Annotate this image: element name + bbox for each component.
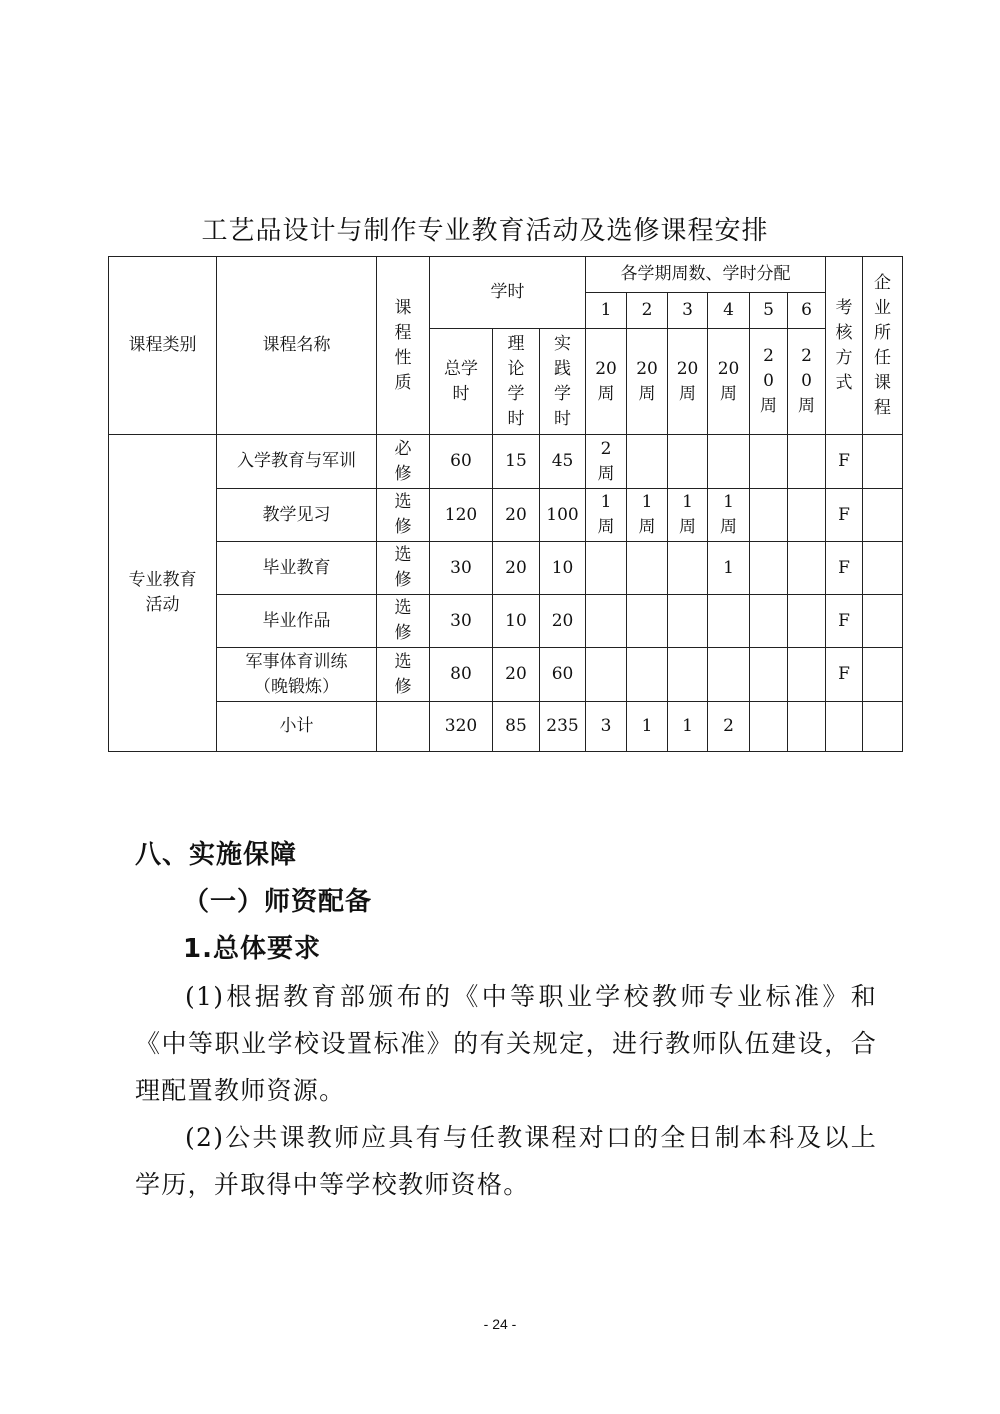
subtotal-s3: 1 <box>668 702 708 752</box>
row-enterprise <box>863 489 903 542</box>
row-s4: 1周 <box>708 489 750 542</box>
row-total: 60 <box>430 435 493 489</box>
header-sem6: 6 <box>788 293 826 329</box>
row-s2 <box>627 595 668 648</box>
paragraph-2: (2)公共课教师应具有与任教课程对口的全日制本科及以上学历，并取得中等学校教师资格。 <box>135 1123 877 1199</box>
paragraph-1: (1)根据教育部颁布的《中等职业学校教师专业标准》和《中等职业学校设置标准》的有关规定，进行教师队伍建设，合理配置教师资源。 <box>135 982 877 1105</box>
header-name: 课程名称 <box>217 257 377 435</box>
row-total: 120 <box>430 489 493 542</box>
subtotal-row <box>109 702 903 752</box>
header-weeks5: 20周 <box>750 329 788 435</box>
category-cell: 专业教育活动 <box>109 435 217 752</box>
row-theory: 20 <box>493 489 540 542</box>
row-name: 教学见习 <box>217 489 377 542</box>
row-exam: F <box>826 435 863 489</box>
header-enterprise: 企业所任课程 <box>863 257 903 435</box>
header-semesters: 各学期周数、学时分配 <box>586 257 826 293</box>
row-practice: 20 <box>540 595 586 648</box>
row-s4 <box>708 595 750 648</box>
page-number: - 24 - <box>483 1316 517 1332</box>
subtotal-s6 <box>788 702 826 752</box>
header-exam: 考核方式 <box>826 257 863 435</box>
header-sem3: 3 <box>668 293 708 329</box>
row-theory: 20 <box>493 542 540 595</box>
subtotal-enterprise <box>863 702 903 752</box>
header-weeks2: 20周 <box>627 329 668 435</box>
row-name: 入学教育与军训 <box>217 435 377 489</box>
section-heading: 八、实施保障 <box>135 840 298 870</box>
header-hours: 学时 <box>430 257 586 329</box>
subtotal-total: 320 <box>430 702 493 752</box>
subtotal-s1: 3 <box>586 702 627 752</box>
header-weeks3: 20周 <box>668 329 708 435</box>
header-total-hours: 总学时 <box>430 329 493 435</box>
row-s5 <box>750 542 788 595</box>
row-theory: 10 <box>493 595 540 648</box>
row-nature: 选修 <box>377 595 430 648</box>
row-s6 <box>788 489 826 542</box>
course-schedule-table <box>108 256 903 752</box>
header-category: 课程类别 <box>109 257 217 435</box>
header-sem2: 2 <box>627 293 668 329</box>
row-s6 <box>788 595 826 648</box>
row-s1 <box>586 648 627 702</box>
header-sem1: 1 <box>586 293 627 329</box>
row-total: 30 <box>430 595 493 648</box>
row-name: 军事体育训练（晚锻炼） <box>217 648 377 702</box>
header-weeks1: 20周 <box>586 329 627 435</box>
row-s1: 2周 <box>586 435 627 489</box>
row-name: 毕业教育 <box>217 542 377 595</box>
row-total: 80 <box>430 648 493 702</box>
subtotal-theory: 85 <box>493 702 540 752</box>
row-s3 <box>668 595 708 648</box>
row-enterprise <box>863 648 903 702</box>
row-nature: 选修 <box>377 542 430 595</box>
row-theory: 15 <box>493 435 540 489</box>
row-s1 <box>586 595 627 648</box>
subtotal-s2: 1 <box>627 702 668 752</box>
subtotal-practice: 235 <box>540 702 586 752</box>
row-s2 <box>627 435 668 489</box>
row-exam: F <box>826 595 863 648</box>
header-nature: 课程性质 <box>377 257 430 435</box>
subsection-heading: （一）师资配备 <box>183 887 373 917</box>
row-exam: F <box>826 542 863 595</box>
row-s1 <box>586 542 627 595</box>
table-row <box>109 489 903 542</box>
row-nature: 选修 <box>377 648 430 702</box>
row-enterprise <box>863 435 903 489</box>
row-total: 30 <box>430 542 493 595</box>
row-practice: 10 <box>540 542 586 595</box>
table-row <box>109 648 903 702</box>
header-theory-hours: 理论学时 <box>493 329 540 435</box>
row-s6 <box>788 435 826 489</box>
row-s4: 1 <box>708 542 750 595</box>
row-s4 <box>708 435 750 489</box>
table-title: 工艺品设计与制作专业教育活动及选修课程安排 <box>201 216 769 246</box>
row-s5 <box>750 435 788 489</box>
subtotal-exam <box>826 702 863 752</box>
table-row <box>109 435 903 489</box>
requirements-heading: 1.总体要求 <box>183 934 321 964</box>
row-theory: 20 <box>493 648 540 702</box>
row-s2: 1周 <box>627 489 668 542</box>
row-practice: 45 <box>540 435 586 489</box>
subtotal-label: 小计 <box>217 702 377 752</box>
subtotal-s5 <box>750 702 788 752</box>
row-exam: F <box>826 648 863 702</box>
header-sem4: 4 <box>708 293 750 329</box>
row-s1: 1周 <box>586 489 627 542</box>
row-practice: 100 <box>540 489 586 542</box>
row-enterprise <box>863 595 903 648</box>
row-name: 毕业作品 <box>217 595 377 648</box>
row-s2 <box>627 648 668 702</box>
row-practice: 60 <box>540 648 586 702</box>
header-weeks6: 20周 <box>788 329 826 435</box>
row-s5 <box>750 489 788 542</box>
header-weeks4: 20周 <box>708 329 750 435</box>
row-s3 <box>668 435 708 489</box>
row-s2 <box>627 542 668 595</box>
row-nature: 必修 <box>377 435 430 489</box>
row-s5 <box>750 648 788 702</box>
row-s3 <box>668 648 708 702</box>
subtotal-s4: 2 <box>708 702 750 752</box>
table-row <box>109 595 903 648</box>
row-enterprise <box>863 542 903 595</box>
row-s3: 1周 <box>668 489 708 542</box>
header-sem5: 5 <box>750 293 788 329</box>
row-s6 <box>788 542 826 595</box>
row-nature: 选修 <box>377 489 430 542</box>
row-s4 <box>708 648 750 702</box>
row-s3 <box>668 542 708 595</box>
row-exam: F <box>826 489 863 542</box>
table-row <box>109 542 903 595</box>
row-s6 <box>788 648 826 702</box>
subtotal-nature <box>377 702 430 752</box>
row-s5 <box>750 595 788 648</box>
header-practice-hours: 实践学时 <box>540 329 586 435</box>
